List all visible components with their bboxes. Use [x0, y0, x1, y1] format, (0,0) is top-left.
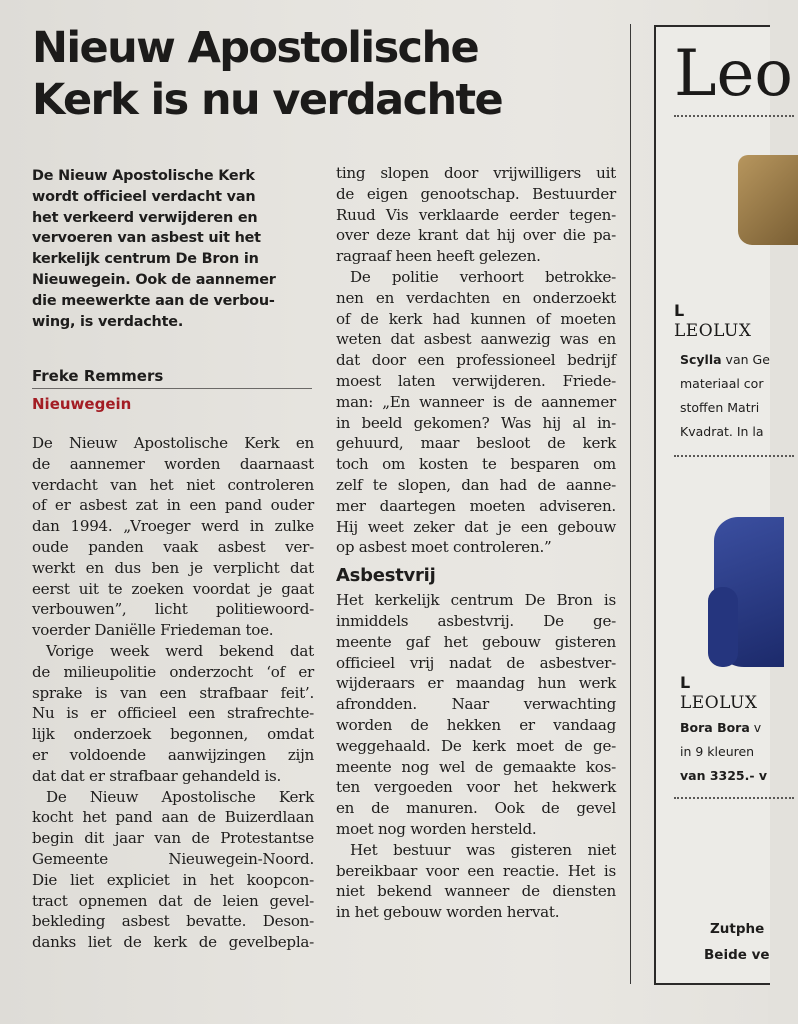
- body-line: en de manuren. Ook de gevel: [336, 799, 616, 818]
- body-line: wijderaars er maandag hun werk: [336, 674, 616, 693]
- body-column-2: [336, 163, 616, 923]
- body-line: dat dat er strafbaar gehandeld is.: [32, 766, 282, 785]
- body-line: kocht het pand aan de Buizerdlaan: [32, 808, 314, 827]
- ad-heading: Leo: [674, 37, 793, 111]
- body-line: Het bestuur was gisteren niet: [350, 840, 616, 859]
- body-line: Nu is er officieel een strafrechte-: [32, 704, 314, 723]
- body-line: in het gebouw worden hervat.: [336, 903, 560, 922]
- lead-line: Nieuwegein. Ook de aannemer: [32, 271, 276, 288]
- lead-line: kerkelijk centrum De Bron in: [32, 251, 259, 268]
- body-line: afrondden. Naar verwachting: [336, 695, 616, 714]
- body-line: meente nog wel de gemaakte kos-: [336, 757, 616, 776]
- body-line: Hij weet zeker dat je een gebouw: [336, 517, 616, 536]
- body-line: moet nog worden hersteld.: [336, 819, 537, 838]
- body-line: de aannemer worden daarnaast: [32, 454, 314, 473]
- ad-footer-line: Zutphe: [710, 921, 765, 937]
- body-line: in beeld gekomen? Was hij al in-: [336, 413, 616, 432]
- body-line: niet bekend wanneer de diensten: [336, 882, 616, 901]
- body-line: Die liet expliciet in het koopcon-: [32, 870, 314, 889]
- body-line: meente gaf het gebouw gisteren: [336, 632, 616, 651]
- body-line: weggehaald. De kerk moet de ge-: [336, 736, 616, 755]
- body-line: Het kerkelijk centrum De Bron is: [336, 591, 616, 610]
- product-price: van 3325.- v: [680, 768, 768, 783]
- lead-line: die meewerkte aan de verbou-: [32, 292, 275, 309]
- body-line: of de kerk had kunnen of moeten: [336, 309, 616, 328]
- body-line: Ruud Vis verklaarde eerder tegen-: [336, 205, 616, 224]
- body-line: bereikbaar voor een reactie. Het is: [336, 861, 616, 880]
- body-line: mer daartegen moeten adviseren.: [336, 496, 616, 515]
- body-line: ragraaf heen heeft gelezen.: [336, 247, 541, 266]
- body-line: over deze krant dat hij over die pa-: [336, 226, 616, 245]
- lead-line: het verkeerd verwijderen en: [32, 209, 258, 226]
- headline: [32, 22, 622, 126]
- lead-line: wordt officieel verdacht van: [32, 188, 256, 205]
- advertisement: [654, 25, 793, 985]
- body-line: dan 1994. „Vroeger werd in zulke: [32, 517, 314, 536]
- product-name-suffix: van Ge: [721, 352, 770, 367]
- body-line: begin dit jaar van de Protestantse: [32, 829, 314, 848]
- leolux-logo-icon: L: [680, 673, 691, 692]
- lead-paragraph: [32, 166, 322, 332]
- product-desc-line: materiaal cor: [680, 376, 764, 391]
- product-name-suffix: v: [749, 720, 762, 735]
- body-line: Gemeente Nieuwegein-Noord.: [32, 849, 314, 868]
- body-line: verbouwen”, licht politiewoord-: [32, 600, 314, 619]
- headline-line: Nieuw Apostolische: [32, 23, 479, 73]
- ad-footer-line: Beide ve: [704, 947, 770, 963]
- dotted-divider: [674, 797, 794, 799]
- body-line: gehuurd, maar besloot de kerk: [336, 434, 616, 453]
- product-price-line: [680, 765, 767, 787]
- leolux-logo-icon: L: [674, 301, 685, 320]
- product-desc-line: Kvadrat. In la: [680, 424, 764, 439]
- body-line: zelf te slopen, dan had de aanne-: [336, 475, 616, 494]
- body-line: Vorige week werd bekend dat: [46, 641, 314, 660]
- body-line: man: „En wanneer is de aannemer: [336, 392, 616, 411]
- headline-line: Kerk is nu verdachte: [32, 75, 503, 125]
- body-line: werkt en dus ben je verplicht dat: [32, 558, 314, 577]
- body-line: De Nieuw Apostolische Kerk en: [32, 434, 314, 452]
- body-line: de milieupolitie onderzocht ‘of er: [32, 662, 314, 681]
- body-line: officieel vrij nadat de asbestver-: [336, 653, 616, 672]
- body-line: tract opnemen dat de leien gevel-: [32, 891, 314, 910]
- body-line: danks liet de kerk de gevelbepla-: [32, 933, 314, 952]
- product-name-line: [680, 717, 761, 739]
- section-subheading: Asbestvrij: [336, 565, 436, 587]
- body-line: inmiddels asbestvrij. De ge-: [336, 611, 616, 630]
- brand-name: LEOLUX: [674, 321, 752, 341]
- body-line: dat door een professioneel bedrijf: [336, 351, 616, 370]
- product-name: Bora Bora: [680, 720, 750, 735]
- body-line: ting slopen door vrijwilligers uit: [336, 164, 616, 182]
- body-line: sprake is van een strafbaar feit’.: [32, 683, 314, 702]
- body-line: De politie verhoort betrokke-: [350, 267, 616, 286]
- body-line: lijk onderzoek begonnen, omdat: [32, 725, 314, 744]
- body-line: verdacht van het niet controleren: [32, 475, 314, 494]
- body-line: er voldoende aanwijzingen zijn: [32, 745, 314, 764]
- dateline-location: Nieuwegein: [32, 395, 132, 413]
- dotted-divider: [674, 455, 794, 457]
- body-line: bekleding asbest bevatte. Deson-: [32, 912, 314, 931]
- lead-line: De Nieuw Apostolische Kerk: [32, 168, 255, 184]
- body-line: weten dat asbest aanwezig was en: [336, 330, 616, 349]
- author-byline: Freke Remmers: [32, 367, 164, 385]
- body-column-1: [32, 433, 314, 953]
- product-name: Scylla: [680, 352, 722, 367]
- body-line: worden de hekken er vandaag: [336, 715, 616, 734]
- body-line: ten vergoeden voor het hekwerk: [336, 778, 616, 797]
- body-line: toch om kosten te besparen om: [336, 455, 616, 474]
- body-line: of er asbest zat in een pand ouder: [32, 496, 314, 515]
- brand-name: LEOLUX: [680, 693, 758, 713]
- product-photo-bora-bora-arm: [708, 587, 738, 667]
- body-line: nen en verdachten en onderzoekt: [336, 288, 616, 307]
- body-line: moest laten verwijderen. Friede-: [336, 371, 616, 390]
- product-photo-scylla: [738, 155, 798, 245]
- lead-line: vervoeren van asbest uit het: [32, 230, 261, 247]
- body-line: voerder Daniëlle Friedeman toe.: [32, 621, 274, 640]
- body-line: De Nieuw Apostolische Kerk: [46, 787, 314, 806]
- lead-line: wing, is verdachte.: [32, 313, 184, 330]
- body-line: eerst uit te zoeken voordat je gaat: [32, 579, 314, 598]
- body-line: op asbest moet controleren.”: [336, 538, 552, 557]
- body-line: oude panden vaak asbest ver-: [32, 537, 314, 556]
- product-name-line: [680, 349, 770, 371]
- product-desc-line: stoffen Matri: [680, 400, 760, 415]
- column-divider: [630, 24, 631, 984]
- body-line: de eigen genootschap. Bestuurder: [336, 184, 616, 203]
- dotted-divider: [674, 115, 794, 117]
- product-desc-line: in 9 kleuren: [680, 744, 755, 759]
- byline-divider: [32, 388, 312, 389]
